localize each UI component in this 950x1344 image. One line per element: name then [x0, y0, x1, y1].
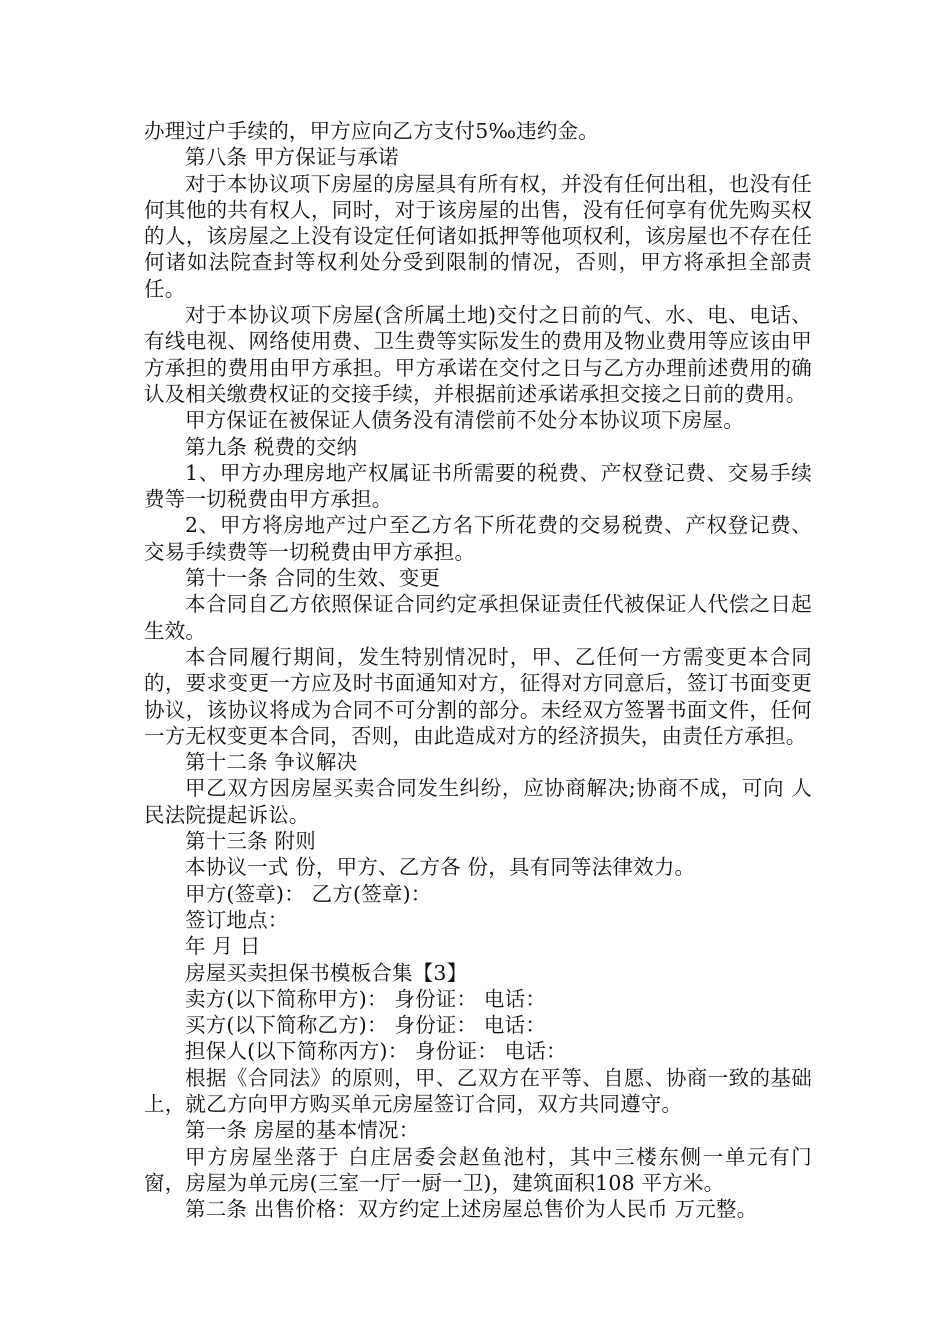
paragraph: 本合同履行期间，发生特别情况时，甲、乙任何一方需变更本合同的，要求变更一方应及时书面通知对方，征得对方同意后，签订书面变更协议，该协议将成为合同不可分割的部分。未经双方签署书面文件，任何一方无权变更本合同，否则，由此造成对方的经济损失，由责任方承担。 — [144, 644, 812, 748]
section-heading: 第二条 出售价格：双方约定上述房屋总售价为人民币 万元整。 — [185, 1197, 758, 1222]
paragraph: 1、甲方办理房地产权属证书所需要的税费、产权登记费、交易手续费等一切税费由甲方承担。 — [144, 460, 812, 512]
paragraph: 根据《合同法》的原则，甲、乙双方在平等、自愿、协商一致的基础上，就乙方向甲方购买单元房屋签订合同，双方共同遵守。 — [144, 1065, 812, 1116]
document-title: 房屋买卖担保书模板合集【3】 — [185, 960, 468, 985]
signing-place: 签订地点： — [185, 907, 289, 932]
section-heading: 第九条 税费的交纳 — [185, 434, 358, 459]
paragraph: 办理过户手续的，甲方应向乙方支付5‰违约金。 — [144, 119, 599, 143]
date-line: 年 月 日 — [185, 934, 261, 959]
buyer-line: 买方(以下简称乙方)： 身份证： 电话： — [185, 1013, 547, 1038]
paragraph: 甲方保证在被保证人债务没有清偿前不处分本协议项下房屋。 — [185, 408, 744, 433]
paragraph: 对于本协议项下房屋的房屋具有所有权，并没有任何出租，也没有任何其他的共有权人，同时，对于该房屋的出售，没有任何享有优先购买权的人，该房屋之上没有设定任何诸如抵押等他项权利，该房屋也不存在任何诸如法院查封等权利处分受到限制的情况，否则，甲方将承担全部责任。 — [144, 171, 812, 301]
paragraph: 甲乙双方因房屋买卖合同发生纠纷，应协商解决;协商不成，可向 人民法院提起诉讼。 — [144, 776, 812, 827]
paragraph: 2、甲方将房地产过户至乙方名下所花费的交易税费、产权登记费、交易手续费等一切税费由甲方承担。 — [144, 513, 812, 564]
guarantor-line: 担保人(以下简称丙方)： 身份证： 电话： — [185, 1039, 567, 1064]
section-heading: 第八条 甲方保证与承诺 — [185, 145, 399, 170]
section-heading: 第一条 房屋的基本情况： — [185, 1118, 420, 1143]
paragraph: 对于本协议项下房屋(含所属土地)交付之日前的气、水、电、电话、有线电视、网络使用费、卫生费等实际发生的费用及物业费用等应该由甲方承担的费用由甲方承担。甲方承诺在交付之日与乙方办理前述费用的确认及相关缴费权证的交接手续，并根据前述承诺承担交接之日前的费用。 — [144, 303, 812, 406]
paragraph: 甲方房屋坐落于 白庄居委会赵鱼池村，其中三楼东侧一单元有门窗，房屋为单元房(三室一厅一厨一卫)，建筑面积108 平方米。 — [144, 1144, 812, 1195]
paragraph: 本合同自乙方依照保证合同约定承担保证责任代被保证人代偿之日起生效。 — [144, 592, 812, 643]
section-heading: 第十二条 争议解决 — [185, 750, 358, 775]
section-heading: 第十一条 合同的生效、变更 — [185, 566, 441, 591]
signature-line: 甲方(签章)： 乙方(签章)： — [185, 881, 432, 906]
section-heading: 第十三条 附则 — [185, 829, 316, 854]
document-body — [144, 118, 812, 1222]
seller-line: 卖方(以下简称甲方)： 身份证： 电话： — [185, 986, 547, 1011]
paragraph: 本协议一式 份，甲方、乙方各 份，具有同等法律效力。 — [185, 855, 696, 880]
